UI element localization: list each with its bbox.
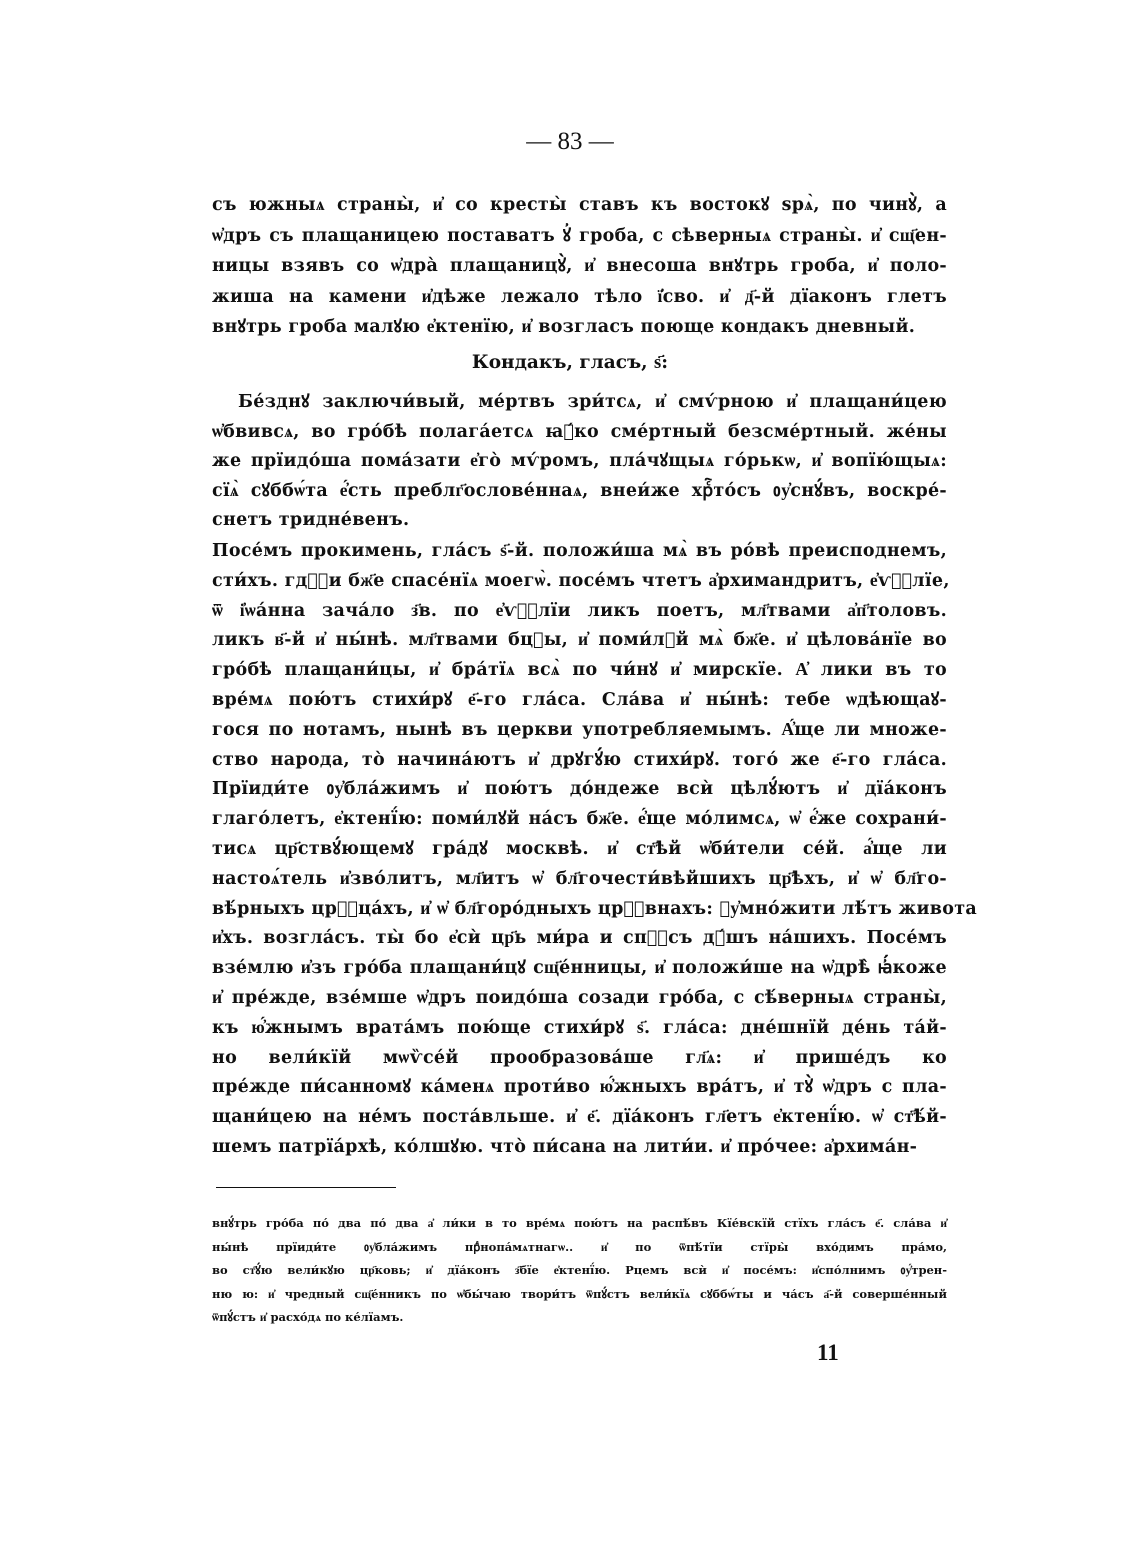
kontakion-line: Бе́зднꙋ заключи́вый, ме́ртвъ зри́тсѧ, и҆ смѵ́рною и҆ плащани́цею xyxy=(238,392,947,412)
main-text-line: ѿ і҆ѡа́нна зача́ло з҃в. по е҆ѵⷢ҇лїи ликъ поетъ, мл҃твами а҆п҃толовъ. xyxy=(212,600,947,621)
paragraph-1-line: внꙋтрь гроба малꙋю е҆ктенїю, и҆ возгласъ поюще кондакъ дневный. xyxy=(212,317,916,337)
paragraph-1-line: ѡ҆дръ съ плащаницею поставатъ ꙋ҆ гроба, с сѣверныѧ страны̀. и҆ сщ҃ен- xyxy=(212,225,947,246)
kontakion-heading: Кондакъ, гласъ, ѕ҃: xyxy=(471,352,669,373)
page-number-header: — 83 — xyxy=(526,128,614,155)
main-text-line: Посе́мъ прокимень, гла́съ ѕ҃-й. положи́ша мѧ̀ въ ро́вѣ преисподнемъ, xyxy=(212,541,947,561)
footnote-line: ны́нѣ прїиди́те ᲂу҆бла́жимъ прⷣнопа́мѧтнагѡ.. и҆ по ѿпѣ́тїи стїры̀ вхо́димъ пра́мо, xyxy=(212,1239,947,1254)
paragraph-1-line: жиша на камени и҆дѣже лежало тѣло ї҆сво. и҆ д҃-й дїаконъ глетъ xyxy=(212,286,947,307)
main-text-line: взе́млю и҆зъ гро́ба плащани́цꙋ сщ҃е́нницы, и҆ положи́ше на ѡ҆дрѣ̀ ꙗ҆́коже xyxy=(212,958,947,979)
footnote xyxy=(212,1212,947,1330)
main-text-line: и҆ пре́жде, взе́мше ѡ҆дръ поидо́ша созади гро́ба, с сѣ́верныѧ страны̀, xyxy=(212,987,947,1008)
main-text-line: вѣ́рныхъ црⷰ҇ца́хъ, и҆ ѡ҆ бл҃горо́дныхъ црⷡ҇внахъ: ᲂу҆мно́жити лѣ́тъ живота xyxy=(212,898,977,919)
main-text-line: тисѧ цр҃ствꙋ́ющемꙋ гра́дꙋ москвѣ. и҆ ст҃ѣй ѡ҆би́тели се́й. а҆́ще ли xyxy=(212,838,947,859)
kontakion-line: же прїидо́ша пома́зати е҆го̀ мѵ́ромъ, пла́чꙋщыѧ го́рькѡ, и҆ вопїю́щыѧ: xyxy=(212,451,947,471)
main-text-line: щани́цею на не́мъ поста́вльше. и҆ е҃. дїа́конъ гл҃етъ е҆ктенї́ю. ѡ҆ ст҃ѣ́й- xyxy=(212,1107,947,1128)
paragraph-1-line: съ южныѧ страны̀, и҆ со кресты̀ ставъ къ востокꙋ ѕрѧ̀, по чинꙋ̀, а xyxy=(212,195,947,215)
kontakion-line: снетъ тридне́венъ. xyxy=(212,510,410,530)
main-text-line: глаго́летъ, е҆ктенї́ю: поми́лꙋй на́съ бж҃е. е҆́ще мо́лимсѧ, ѡ҆ е҆́же сохрани́- xyxy=(212,809,947,830)
kontakion-line: ѡ҆бвивсѧ, во гро́бѣ полага́етсѧ ꙗ҆́ко сме́ртный безсме́ртный. же́ны xyxy=(212,421,947,442)
signature-mark: 11 xyxy=(817,1340,839,1365)
main-text-line: пре́жде пи́санномꙋ ка́менѧ проти́во ю҆́жныхъ вра́тъ, и҆ тꙋ̀ ѡ҆дръ с пла- xyxy=(212,1077,947,1098)
main-text-line: Прїиди́те ᲂу҆бла́жимъ и҆ пою́тъ до́ндеже всѝ цѣлꙋ́ютъ и҆ дїа́конъ xyxy=(212,779,947,800)
main-text-line: гро́бѣ плащани́цы, и҆ бра́тїѧ всѧ̀ по чи́нꙋ и҆ мирскїе. А҆ лики въ то xyxy=(212,660,947,681)
main-text-line: вре́мѧ пою́тъ стихи́рꙋ е҃-го гла́са. Сла́ва и҆ ны́нѣ: тебе ѡдѣющаꙋ- xyxy=(212,689,947,710)
main-text-line: къ ю҆́жнымъ врата́мъ пою́ще стихи́рꙋ ѕ҃. гла́са: дне́шнїй де́нь та́й- xyxy=(212,1017,947,1038)
main-text-line: и҆хъ. возгла́съ. ты̀ бо е҆сѝ цр҃ь ми́ра и спⷭ҇съ дꙋ́шъ на́шихъ. Посе́мъ xyxy=(212,928,947,949)
main-text-line: сти́хъ. гдⷭ҇и бж҃е спасе́нїѧ моегѡ̀. посе́мъ чтетъ а҆рхимандритъ, е҆ѵⷢ҇лїе, xyxy=(212,570,950,591)
main-text-line: гося по нотамъ, нынѣ въ церкви употребляемымъ. А҆́ще ли множе- xyxy=(212,719,947,740)
paragraph-1-line: ницы взявъ со ѡ҆дра̀ плащаницꙋ̀, и҆ внесоша внꙋтрь гроба, и҆ поло- xyxy=(212,256,947,276)
footnote-line: ню ю: и҆ чредный сщ҃е́нникъ по ѡ҆бы́чаю твори́тъ ѿпꙋ́стъ вели́кїѧ сꙋббѡ́ты и ча́съ а҃-й соверше́нный xyxy=(212,1286,947,1301)
footnote-line: внꙋ́трь гро́ба по́ два по́ два а҆ ли́ки в то вре́мѧ пою́тъ на распѣ́въ Кїе́вскїй стїхъ гла́съ е҃. сла́ва и҆ xyxy=(212,1216,947,1230)
main-text xyxy=(212,537,977,1163)
main-text-line: шемъ патрїа́рхѣ, ко́лшꙋю. что̀ пи́сана на лити́и. и҆ про́чее: а҆рхима́н- xyxy=(212,1136,918,1157)
opening-paragraph xyxy=(212,190,947,343)
main-text-line: ликъ в҃-й и҆ ны́нѣ. мл҃твами бцⷣы, и҆ поми́лꙋй мѧ̀ бж҃е. и҆ цѣлова́нїе во xyxy=(212,630,947,651)
footnote-separator xyxy=(216,1187,396,1188)
main-text-line: ство народа, то̀ начина́ютъ и҆ дрꙋгꙋ́ю стихи́рꙋ. того́ же е҃-го гла́са. xyxy=(212,749,947,770)
main-text-line: настоѧ́тель и҆зво́литъ, мл҃итъ ѡ҆ бл҃гочести́вѣйшихъ цр҃ѣхъ, и҆ ѡ҆ бл҃го- xyxy=(212,868,947,889)
main-text-line: но вели́кїй мѡѷсе́й прообразова́ше гл҃ѧ: и҆ прише́дъ ко xyxy=(212,1047,947,1068)
kontakion-line: сїѧ̀ сꙋббѡ́та е҆́сть преблг҃ослове́ннаѧ, внеи́же хрⷭ҇то́съ ᲂу҆снꙋ́въ, воскре́- xyxy=(212,480,947,501)
footnote-line: во ст҃ꙋ́ю вели́кꙋю цр҃ковь; и҆ дїа́конъ з҃бїе е҆ктенї́ю. Рцемъ всѝ и҆ посе́мъ: и҆спо́лнимъ ᲂу҆́трен- xyxy=(212,1263,947,1277)
kontakion-text xyxy=(212,388,947,536)
footnote-line: ѿпꙋ́стъ и҆ расхо́дѧ по ке́лїамъ. xyxy=(212,1310,404,1324)
